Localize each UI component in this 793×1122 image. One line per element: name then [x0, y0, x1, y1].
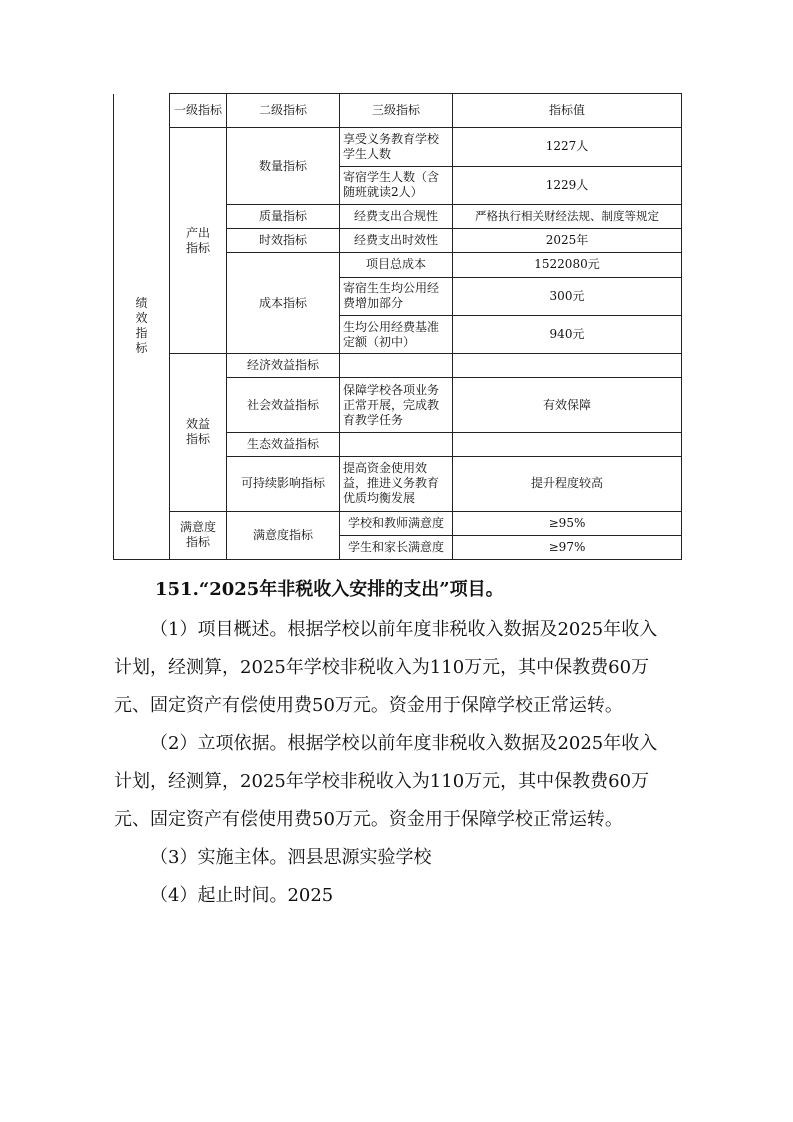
social-indicator: 社会效益指标: [227, 378, 340, 432]
time-val: 2025年: [453, 229, 682, 253]
time-item: 经费支出时效性: [340, 229, 453, 253]
sustain-val: 提升程度较高: [453, 457, 682, 511]
perf-indicator-label: 绩效指标: [135, 296, 148, 356]
benefit-indicator-cell: [170, 354, 227, 511]
qty-val-boarders: 1229人: [453, 166, 682, 204]
header-level1: 一级指标: [170, 94, 227, 128]
satis-indicator-label: 满意度指标: [179, 520, 216, 550]
para-basis: （2）立项依据。根据学校以前年度非税收入数据及2025年收入计划，经测算，2025年学校非税收入为110万元，其中保教费60万元、固定资产有偿使用费50万元。资金用于保障学校正常运转。: [114, 733, 658, 830]
header-value: 指标值: [453, 94, 682, 128]
econ-val: [453, 354, 682, 378]
para-period: （4）起止时间。2025: [150, 885, 334, 906]
econ-item: [340, 354, 453, 378]
qty-indicator: 数量指标: [227, 128, 340, 205]
benefit-indicator-label: 效益指标: [185, 417, 210, 447]
sustain-item: 提高资金使用效益，推进义务教育优质均衡发展: [340, 457, 453, 511]
qty-item-students: 享受义务教育学校学生人数: [340, 128, 453, 166]
header-level3: 三级指标: [340, 94, 453, 128]
econ-indicator: 经济效益指标: [227, 354, 340, 378]
cost-val-boarder: 300元: [453, 277, 682, 315]
social-item: 保障学校各项业务正常开展，完成教育教学任务: [340, 378, 453, 432]
output-indicator-cell: [170, 128, 227, 354]
satis-val-students: ≥97%: [453, 535, 682, 559]
eco-indicator: 生态效益指标: [227, 432, 340, 456]
performance-indicator-table: [113, 93, 682, 560]
eco-val: [453, 432, 682, 456]
satis-indicator-cell: [170, 511, 227, 559]
satis-item-students: 学生和家长满意度: [340, 535, 453, 559]
body-text: [114, 611, 674, 915]
satis-val-teachers: ≥95%: [453, 511, 682, 535]
perf-indicator-cell: [114, 94, 170, 560]
cost-val-total: 1522080元: [453, 253, 682, 277]
para-entity: （3）实施主体。泗县思源实验学校: [150, 847, 432, 868]
cost-item-base: 生均公用经费基准定额（初中）: [340, 315, 453, 353]
eco-item: [340, 432, 453, 456]
time-indicator: 时效指标: [227, 229, 340, 253]
para-overview: （1）项目概述。根据学校以前年度非税收入数据及2025年收入计划，经测算，2025年学校非税收入为110万元，其中保教费60万元、固定资产有偿使用费50万元。资金用于保障学校正常运转。: [114, 619, 658, 716]
cost-item-boarder: 寄宿生生均公用经费增加部分: [340, 277, 453, 315]
satis-item-teachers: 学校和教师满意度: [340, 511, 453, 535]
cost-indicator: 成本指标: [227, 253, 340, 354]
qty-val-students: 1227人: [453, 128, 682, 166]
satis-indicator2: 满意度指标: [227, 511, 340, 559]
quality-indicator: 质量指标: [227, 204, 340, 228]
cost-val-base: 940元: [453, 315, 682, 353]
qty-item-boarders: 寄宿学生人数（含随班就读2人）: [340, 166, 453, 204]
cost-item-total: 项目总成本: [340, 253, 453, 277]
quality-item: 经费支出合规性: [340, 204, 453, 228]
header-level2: 二级指标: [227, 94, 340, 128]
section-heading: 151.“2025年非税收入安排的支出”项目。: [155, 579, 504, 600]
sustain-indicator: 可持续影响指标: [227, 457, 340, 511]
social-val: 有效保障: [453, 378, 682, 432]
quality-val: 严格执行相关财经法规、制度等规定: [453, 204, 682, 228]
output-indicator-label: 产出指标: [185, 225, 210, 255]
